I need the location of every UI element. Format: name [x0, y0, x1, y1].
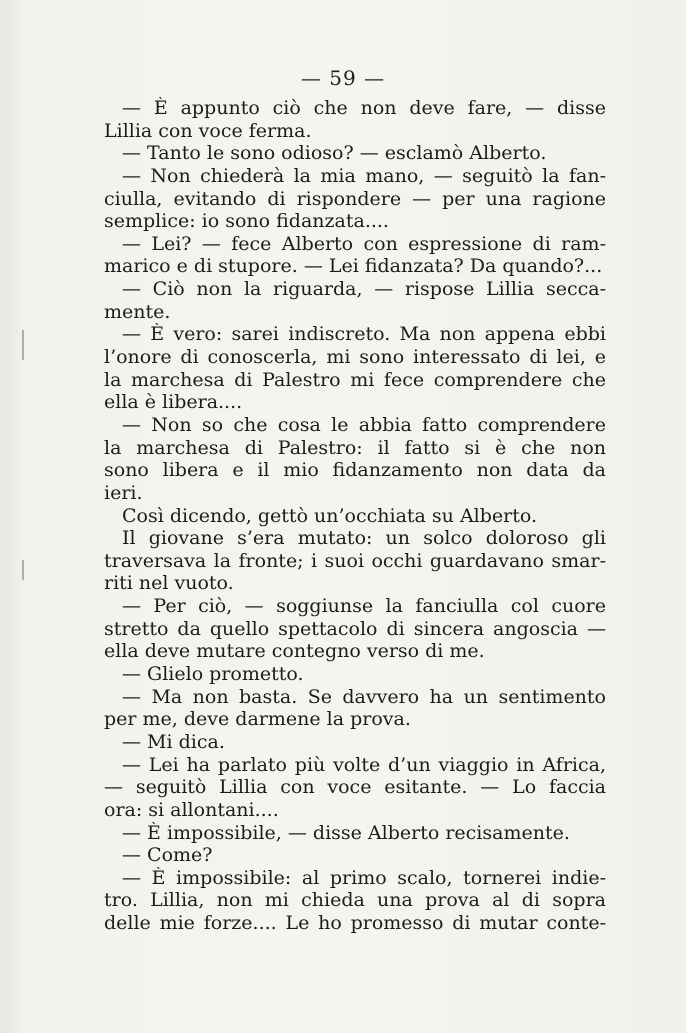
- text-line: — È vero: sarei indiscreto. Ma non appena ebbi: [122, 323, 606, 346]
- text-line: Lillia con voce ferma.: [104, 119, 312, 142]
- text-line: mente.: [104, 300, 171, 323]
- text-line: ella deve mutare contegno verso di me.: [104, 640, 485, 663]
- text-line: — Ma non basta. Se davvero ha un sentimento: [122, 685, 606, 708]
- text-line: — È appunto ciò che non deve fare, — disse: [122, 97, 606, 119]
- text-line: — Non so che cosa le abbia fatto comprendere: [122, 413, 606, 436]
- text-line: per me, deve darmene la prova.: [104, 708, 411, 731]
- text-line: sono libera e il mio fidanzamento non data da: [104, 459, 606, 482]
- text-line: traversava la fronte; i suoi occhi guardavano smar-: [104, 549, 606, 572]
- text-line: ieri.: [104, 481, 143, 504]
- page-edge-mark: [22, 560, 24, 580]
- text-line: Così dicendo, gettò un’occhiata su Alberto.: [122, 504, 538, 527]
- text-line: marico e di stupore. — Lei fidanzata? Da quando?...: [104, 255, 603, 278]
- page-edge-mark: [22, 330, 24, 360]
- text-line: — seguitò Lillia con voce esitante. — Lo faccia: [104, 776, 606, 799]
- text-line: — Non chiederà la mia mano, — seguitò la fan-: [122, 164, 606, 187]
- text-line: — È impossibile: al primo scalo, tornerei indie-: [122, 866, 606, 889]
- text-line: — Lei ha parlato più volte d’un viaggio in Africa,: [122, 753, 606, 776]
- text-line: — Come?: [122, 844, 213, 867]
- text-line: delle mie forze.... Le ho promesso di mutar conte-: [104, 912, 606, 935]
- text-line: — Tanto le sono odioso? — esclamò Alberto.: [122, 142, 547, 165]
- page-number: — 59 —: [300, 66, 386, 90]
- text-line: — È impossibile, — disse Alberto recisamente.: [122, 821, 570, 844]
- text-line: — Lei? — fece Alberto con espressione di ram-: [122, 232, 606, 255]
- text-line: — Glielo prometto.: [122, 663, 304, 686]
- text-line: ella è libera....: [104, 391, 243, 414]
- text-line: — Mi dica.: [122, 730, 225, 753]
- text-line: la marchesa di Palestro: il fatto si è che non: [104, 436, 606, 459]
- text-line: stretto da quello spettacolo di sincera angoscia —: [104, 617, 606, 640]
- text-line: riti nel vuoto.: [104, 572, 234, 595]
- text-line: ora: si allontani....: [104, 798, 279, 821]
- text-line: — Ciò non la riguarda, — rispose Lillia secca-: [122, 278, 606, 301]
- text-line: l’onore di conoscerla, mi sono interessato di lei, e: [104, 346, 606, 369]
- body-text: [104, 97, 606, 935]
- text-line: semplice: io sono fidanzata....: [104, 210, 389, 233]
- text-line: — Per ciò, — soggiunse la fanciulla col cuore: [122, 595, 606, 618]
- text-line: Il giovane s’era mutato: un solco doloroso gli: [122, 527, 606, 550]
- text-line: tro. Lillia, non mi chieda una prova al di sopra: [104, 889, 606, 912]
- text-line: la marchesa di Palestro mi fece comprendere che: [104, 368, 606, 391]
- text-line: ciulla, evitando di rispondere — per una ragione: [104, 187, 606, 210]
